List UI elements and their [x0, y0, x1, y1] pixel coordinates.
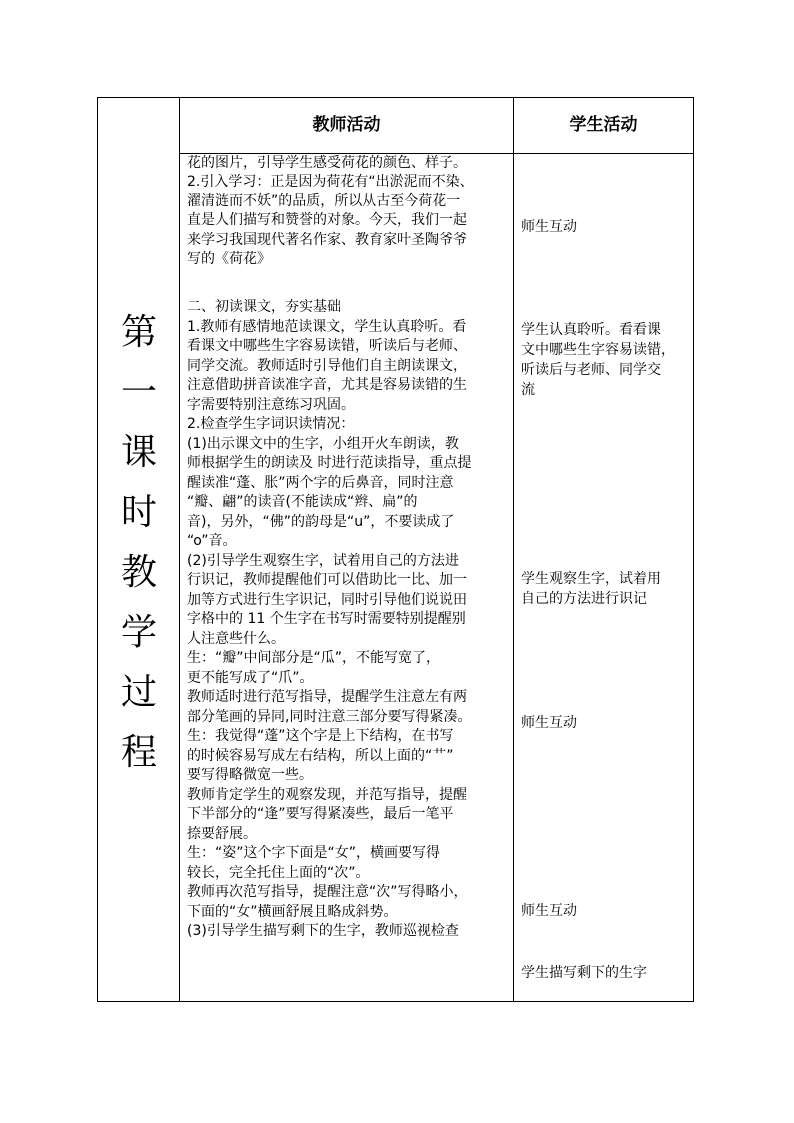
lesson-table — [97, 97, 694, 1002]
teacher-line: (3)引导学生描写剩下的生字，教师巡视检查 — [187, 923, 459, 939]
student-line: 学生观察生字，试着用 — [521, 571, 661, 587]
header-divider — [180, 153, 693, 154]
teacher-line: 醒读准“蓬、胀”两个字的后鼻音，同时注意 — [187, 475, 454, 491]
teacher-line: 字需要特别注意练习巩固。 — [187, 397, 355, 413]
teacher-line: 下半部分的“逢”要写得紧凑些，最后一笔平 — [187, 806, 454, 822]
teacher-line: 的时候容易写成左右结构，所以上面的“艹” — [187, 748, 454, 764]
teacher-line: 注意借助拼音读准字音，尤其是容易读错的生 — [187, 377, 467, 393]
side-title-char: 课 — [120, 432, 157, 473]
teacher-line: 濯清涟而不妖”的品质，所以从古至今荷花一 — [187, 193, 461, 209]
teacher-line: (2)引导学生观察生字，试着用自己的方法进 — [187, 553, 459, 569]
side-title-char: 教 — [120, 552, 157, 593]
teacher-line: 较长，完全托住上面的“次”。 — [187, 865, 370, 881]
teacher-line: 字格中的 11 个生字在书写时需要特别提醒别 — [187, 611, 466, 627]
side-title-char: 过 — [120, 672, 157, 713]
teacher-line: 师根据学生的朗读及 时进行范读指导，重点提 — [187, 455, 472, 471]
teacher-line: 生：“瓣”中间部分是“瓜”，不能写宽了， — [187, 650, 441, 666]
student-line: 听读后与老师、同学交 — [521, 362, 661, 378]
teacher-line: “瓣、翩”的读音(不能读成“辫、扁”的 — [187, 494, 418, 510]
teacher-line: 写的《荷花》 — [187, 251, 271, 267]
column-divider — [513, 98, 514, 1001]
teacher-line: “o”音。 — [187, 533, 237, 549]
side-title-char: 一 — [120, 372, 157, 413]
teacher-line: 音)，另外，“佛”的韵母是“u”，不要读成了 — [187, 514, 455, 530]
teacher-line: 2.检查学生字词识读情况： — [187, 416, 355, 432]
teacher-line: 要写得略微宽一些。 — [187, 767, 313, 783]
student-line: 文中哪些生字容易读错， — [521, 342, 675, 358]
teacher-line: 加等方式进行生字识记，同时引导他们说说田 — [187, 592, 467, 608]
student-line: 学生认真聆听。看看课 — [521, 322, 661, 338]
teacher-line: 1.教师有感情地范读课文，学生认真聆听。看 — [187, 319, 467, 335]
teacher-line: 二、初读课文，夯实基础 — [187, 299, 341, 315]
teacher-line: 人注意些什么。 — [187, 631, 285, 647]
student-line: 学生描写剩下的生字 — [521, 965, 647, 981]
teacher-line: (1)出示课文中的生字，小组开火车朗读，教 — [187, 436, 459, 452]
teacher-line: 2.引入学习：正是因为荷花有“出淤泥而不染、 — [187, 174, 474, 190]
student-line: 自己的方法进行识记 — [521, 591, 647, 607]
student-line: 师生互动 — [521, 903, 577, 919]
teacher-line: 花的图片，引导学生感受荷花的颜色、样子。 — [187, 155, 467, 171]
student-line: 流 — [521, 382, 535, 398]
teacher-line: 直是人们描写和赞誉的对象。今天，我们一起 — [187, 212, 467, 228]
side-title — [98, 98, 180, 1001]
student-line: 师生互动 — [521, 219, 577, 235]
teacher-line: 生：我觉得“蓬”这个字是上下结构，在书写 — [187, 728, 454, 744]
side-title-char: 学 — [120, 612, 157, 653]
teacher-line: 来学习我国现代著名作家、教育家叶圣陶爷爷 — [187, 232, 467, 248]
student-line: 师生互动 — [521, 715, 577, 731]
side-title-char: 程 — [120, 732, 157, 773]
teacher-line: 行识记，教师提醒他们可以借助比一比、加一 — [187, 572, 467, 588]
teacher-line: 部分笔画的异同,同时注意三部分要写得紧凑。 — [187, 709, 472, 725]
header-student-activity: 学生活动 — [569, 115, 638, 135]
side-title-char: 时 — [120, 492, 157, 533]
teacher-line: 教师适时进行范写指导，提醒学生注意左有两 — [187, 689, 467, 705]
teacher-line: 生：“姿”这个字下面是“女”，横画要写得 — [187, 845, 441, 861]
teacher-line: 同学交流。教师适时引导他们自主朗读课文， — [187, 358, 467, 374]
side-title-char: 第 — [120, 312, 157, 353]
teacher-line: 教师肯定学生的观察发现，并范写指导，提醒 — [187, 787, 467, 803]
header-teacher-activity: 教师活动 — [312, 115, 381, 135]
teacher-line: 捺要舒展。 — [187, 826, 257, 842]
teacher-line: 看课文中哪些生字容易读错，听读后与老师、 — [187, 338, 467, 354]
teacher-line: 更不能写成了“爪”。 — [187, 670, 314, 686]
teacher-line: 下面的“女”横画舒展且略成斜势。 — [187, 904, 398, 920]
teacher-line: 教师再次范写指导，提醒注意“次”写得略小， — [187, 884, 468, 900]
